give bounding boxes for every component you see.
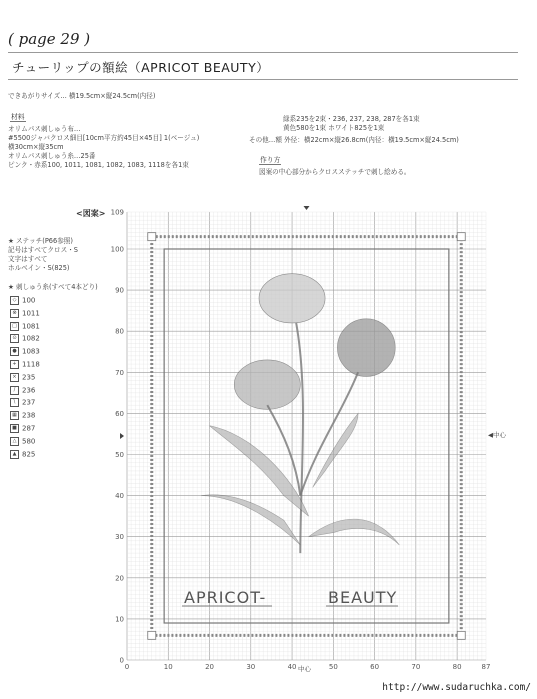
- slash-icon: /: [10, 386, 19, 395]
- tulip-left: [234, 360, 300, 409]
- diamond-icon: ◇: [10, 296, 19, 305]
- x-tick-label: 70: [411, 663, 421, 671]
- thread-code: 1082: [22, 334, 40, 343]
- frame-corner: [148, 631, 156, 639]
- y-tick-label: 30: [115, 533, 124, 542]
- y-tick-label: 80: [115, 327, 124, 336]
- materials-right-line: 黄色580を1束 ホワイト825を1束: [283, 124, 385, 132]
- thread-code: 1081: [22, 322, 40, 331]
- y-tick-label: 20: [115, 574, 124, 583]
- stitch-note: 文字はすべて: [8, 255, 48, 263]
- thread-code: 287: [22, 424, 36, 433]
- center-arrow-top: [304, 206, 310, 210]
- thread-code: 825: [22, 450, 36, 459]
- x-tick-label: 40: [287, 663, 297, 671]
- y-tick-label: 0: [119, 656, 124, 665]
- other-materials: その他…額 外径：横22cm×縦26.8cm(内径：横19.5cm×縦24.5cm): [249, 136, 459, 144]
- y-tick-label: 100: [110, 245, 124, 254]
- hatch-icon: ▦: [10, 411, 19, 420]
- page-title: チューリップの額絵（APRICOT BEAUTY）: [12, 60, 270, 75]
- materials-tag: 材料: [11, 113, 25, 121]
- stitch-note: ホルベイン・S(825): [8, 264, 70, 272]
- center-arrow-left: [120, 433, 124, 439]
- materials-line: #5500ジャバクロス細目[10cm平方約45目×45目] 1(ベージュ): [8, 134, 200, 142]
- x-tick-label: 87: [481, 663, 491, 671]
- x-tick-label: 10: [163, 663, 173, 671]
- filled-square-icon: ■: [10, 424, 19, 433]
- frame-corner: [457, 233, 465, 241]
- tulip-right: [337, 319, 395, 377]
- thread-code: 1118: [22, 360, 40, 369]
- x-tick-label: 20: [205, 663, 214, 671]
- dot-circle-icon: ⊙: [10, 334, 19, 343]
- frame-corner: [457, 631, 465, 639]
- center-marker-right: ◀中心: [488, 431, 506, 439]
- x-tick-label: 0: [124, 663, 130, 671]
- y-tick-label: 10: [115, 615, 124, 624]
- center-marker-bottom: 中心: [298, 665, 311, 673]
- frame-corner: [148, 233, 156, 241]
- materials-line: オリムパス刺しゅう糸…25番: [8, 152, 96, 160]
- thread-code: 238: [22, 411, 36, 420]
- y-tick-label: 90: [115, 286, 124, 295]
- materials-right-line: 緑系235を2束・236, 237, 238, 287を各1束: [283, 115, 420, 123]
- stitch-note: 記号はすべてクロス・S: [8, 246, 78, 254]
- y-tick-label: 50: [115, 450, 124, 459]
- tulip-top: [259, 274, 325, 323]
- triangle-icon: ▲: [10, 450, 19, 459]
- x-tick-label: 80: [452, 663, 462, 671]
- chart-word-beauty: BEAUTY: [328, 588, 398, 607]
- triangle-o-icon: △: [10, 437, 19, 446]
- x-tick-label: 60: [370, 663, 380, 671]
- howto-tag: 作り方: [260, 156, 281, 164]
- thread-code: 1083: [22, 347, 40, 356]
- y-tick-label: 60: [115, 409, 124, 418]
- stitch-note: ★ ステッチ(P66参照): [8, 237, 73, 245]
- page-number: ( page 29 ): [8, 30, 91, 48]
- chart-label: <図案>: [76, 209, 106, 218]
- x-icon: ×: [10, 373, 19, 382]
- thread-code: 580: [22, 437, 36, 446]
- thread-code: 100: [22, 296, 36, 305]
- backslash-icon: \: [10, 398, 19, 407]
- circle-x-icon: ⊗: [10, 309, 19, 318]
- materials-line: 横30cm×縦35cm: [8, 143, 64, 151]
- finished-size: できあがりサイズ… 横19.5cm×縦24.5cm(内径): [8, 92, 156, 100]
- y-tick-label: 40: [115, 492, 124, 501]
- thread-code: 237: [22, 398, 36, 407]
- y-tick-label: 70: [115, 368, 124, 377]
- materials-line: ピンク・赤系100, 1011, 1081, 1082, 1083, 1118を各1束: [8, 161, 189, 169]
- thread-header: ★ 刺しゅう糸(すべて4本どり): [8, 283, 98, 291]
- materials-line: オリムパス刺しゅう布…: [8, 125, 81, 133]
- footer-url: http://www.sudaruchka.com/: [382, 682, 531, 693]
- filled-dot-icon: ●: [10, 347, 19, 356]
- y-tick-label: 109: [110, 208, 124, 217]
- thread-code: 1011: [22, 309, 40, 318]
- square-o-icon: □: [10, 322, 19, 331]
- x-tick-label: 50: [328, 663, 338, 671]
- howto-text: 図案の中心部分からクロスステッチで刺し絵める。: [259, 168, 411, 176]
- thread-code: 235: [22, 373, 36, 382]
- x-tick-label: 30: [246, 663, 256, 671]
- chart-word-apricot: APRICOT-: [184, 588, 267, 607]
- thread-code: 236: [22, 386, 36, 395]
- plus-icon: +: [10, 360, 19, 369]
